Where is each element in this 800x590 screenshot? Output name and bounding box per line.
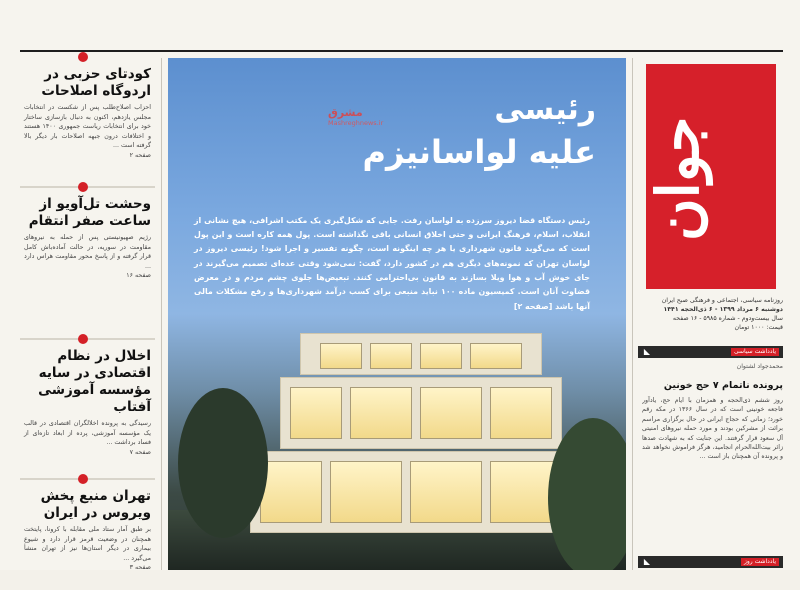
main-headline-line2: علیه لواسانیزم [362,133,596,171]
main-story-text: رئیس دستگاه قضا دیروز سرزده به لواسان رفت. جایی که شکل‌گیری یک مکتب اشرافی، هیچ نشانی از انقلاب، اسلام، فرهنگ ایرانی و حتی اخلاق انسانی باقی نگذاشته است. پول همه کاره است و این پول است که می‌گوید قانون شهرداری یا هر چه اینگونه است، چگونه تفسیر و اجرا شود! رئیسی دیروز در لواسان تهران که نمونه‌های دیگری هم در کشور دارد، گفت: نمی‌شود وقتی عده‌ای تصمیم می‌گیرند در جای خوش آب و هوا ویلا بسازند به قانون بی‌احترامی کنند. تبعیض‌ها جلوی چشم مردم و در معرض قضاوت آنان است. کمیسیون ماده ۱۰۰ نباید منبعی برای کسب درآمد شهرداری‌ها و رفع مشکلات مالی آنها باشد [194,215,590,311]
villa-window [290,387,342,439]
second-label: یادداشت روز [741,558,779,566]
story-2[interactable] [20,188,155,340]
masthead-logo[interactable] [646,64,776,289]
main-story[interactable] [168,58,626,570]
column-divider-left [161,58,162,570]
publication-info [638,296,783,332]
editorial-band [638,346,783,358]
villa-window [420,343,462,369]
story-body: رژیم صهیونیستی پس از حمله به نیروهای مقاومت در سوریه، در حالت آماده‌باش کامل قرار گرفته و از پاسخ محور مقاومت هراس دارد ... [24,234,151,270]
story-body: رسیدگی به پرونده اخلالگران اقتصادی در قالب یک مؤسسه آموزشی، پرده از ابعاد تازه‌ای از فساد برداشت ... [24,420,151,446]
villa-photo [250,333,590,570]
villa-window [470,343,522,369]
story-3[interactable] [20,340,155,480]
story-1[interactable] [20,58,155,188]
villa-window [320,343,362,369]
date-line: دوشنبه ۶ مرداد ۱۳۹۹ - ۶ ذی‌الحجه ۱۴۴۱ [663,306,783,313]
villa-window [330,461,402,523]
column-divider-right [632,58,633,570]
editorial-author: محمدجواد لشتوان [736,363,783,370]
story-body: احزاب اصلاح‌طلب پس از شکست در انتخابات مجلس یازدهم، اکنون به دنبال بازسازی ساختار خود برای انتخابات ریاست جمهوری ۱۴۰۰ هستند و اختلافات درون جبهه اصلاحات بار دیگر بالا گرفته است ... [24,104,152,149]
editorial-body: روز ششم ذی‌الحجه و همزمان با ایام حج، یادآور فاجعه خونینی است که در سال ۱۳۶۶ در مکه رقم خورد؛ زمانی که حجاج ایرانی در حال برگزاری مراسم برائت از مشرکین بودند و مورد حمله نیروهای امنیتی آل سعود قرار گرفتند. این جنایت که به شهادت صدها زائر بیت‌الله‌الحرام انجامید، هرگز فراموش نخواهد شد و پرونده آن همچنان باز است ... [642,397,783,461]
villa-window [350,387,412,439]
story-marker-icon [78,182,88,192]
editorial-label: یادداشت سیاسی [731,348,779,356]
story-marker-icon [78,474,88,484]
watermark-logo [328,106,383,127]
main-headline [363,90,597,174]
villa-window [370,343,412,369]
watermark-url: Mashreghnews.ir [328,119,384,127]
villa-window [260,461,322,523]
editorial-headline[interactable]: پرونده ناتمام ۷ حج خونین [663,380,783,391]
story-body: بر طبق آمار ستاد ملی مقابله با کرونا، پایتخت همچنان در وضعیت قرمز قرار دارد و شیوع بیماری در دیگر استان‌ها نیز از تهران منشأ می‌گیرد ... [24,526,151,562]
story-marker-icon [78,52,88,62]
story-page-ref: صفحه ۲ [129,151,151,159]
villa-window [420,387,482,439]
watermark-text: مشرق [328,106,363,119]
story-page-ref: صفحه ۳ [129,564,151,571]
villa-window [490,387,552,439]
arrow-icon: ◣ [643,347,650,356]
story-headline: تهران منبع پخش ویروس در ایران [40,488,151,521]
right-column [638,58,783,570]
main-headline-line1: رئیسی [494,92,596,127]
masthead-title: جوان [644,116,712,242]
left-news-column [20,58,155,570]
main-story-page-ref: صفحه ۲ [517,301,549,311]
issue-line: سال بیست‌ودوم - شماره ۵۹۸۵ - ۱۶ صفحه [672,315,783,322]
story-marker-icon [78,334,88,344]
story-4[interactable] [20,480,155,590]
story-headline: اخلال در نظام اقتصادی در سایه مؤسسه آموزشی آفتاب [38,348,151,415]
publisher-line: روزنامه سیاسی، اجتماعی و فرهنگی صبح ایران [661,297,783,304]
story-headline: وحشت‌ تل‌آویو از ساعت صفر انتقام [28,196,151,229]
story-headline: کودتای حزبی در اردوگاه اصلاحات [41,66,151,99]
main-story-body: رئیس دستگاه قضا دیروز سرزده به لواسان رفت. جایی که شکل‌گیری یک مکتب اشرافی، هیچ نشانی از انقلاب، اسلام، فرهنگ ایرانی و حتی اخلاق انسانی باقی نگذاشته است. پول همه کاره است و این پول است که می‌گوید قانون شهرداری یا هر چه اینگونه است، چگونه تفسیر و اجرا شود! رئیسی دیروز در لواسان تهران که نمونه‌های دیگری هم در کشور دارد، گفت: نمی‌شود وقتی عده‌ای تصمیم می‌گیرند در جای خوش آب و هوا ویلا بسازند به قانون بی‌احترامی کنند. تبعیض‌ها جلوی چشم مردم و در معرض قضاوت آنان است. کمیسیون ماده ۱۰۰ نباید منبعی برای کسب درآمد شهرداری‌ها و رفع مشکلات مالی آنها باشد [صفحه ۲] [194,215,590,311]
tree [178,388,268,538]
top-rule [20,50,783,52]
story-page-ref: صفحه ۷ [129,448,151,456]
arrow-icon: ◣ [643,557,650,566]
story-page-ref: صفحه ۱۶ [126,272,151,279]
second-band [638,556,783,568]
price-line: قیمت: ۱۰۰۰ تومان [734,324,783,331]
villa-window [410,461,482,523]
